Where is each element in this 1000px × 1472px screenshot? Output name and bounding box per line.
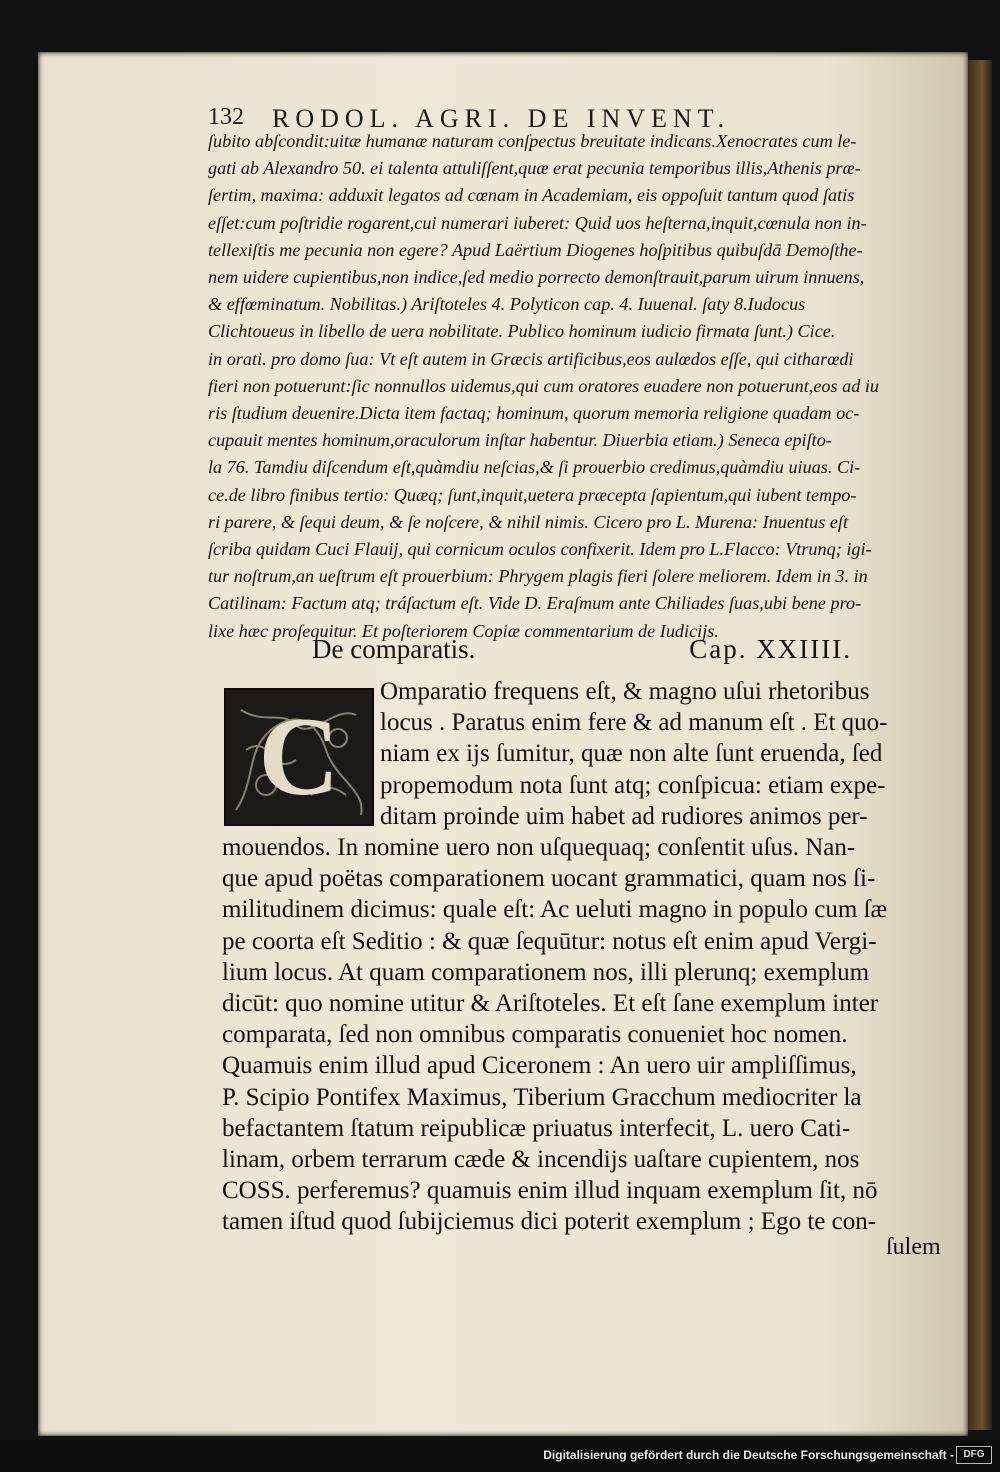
main-line: Omparatio frequens eſt, & magno uſui rhetoribus xyxy=(380,678,870,705)
main-line: dicūt: quo nomine utitur & Ariſtoteles. Et eſt ſane exemplum inter xyxy=(222,990,879,1018)
footer-credit: Digitalisierung gefördert durch die Deutsche Forschungsgemeinschaft - xyxy=(543,1448,954,1462)
notes-line: & effœminatum. Nobilitas.) Ariſtoteles 4. Polyticon cap. 4. Iuuenal. ſaty 8.Iudocus xyxy=(208,294,806,315)
main-line: propemodum nota ſunt atq; conſpicua: etiam expe- xyxy=(380,771,886,799)
main-line: befactantem ſtatum reipublicæ priuatus interfecit, L. uero Cati- xyxy=(222,1114,851,1142)
book-fore-edge xyxy=(968,60,992,1430)
main-line: niam ex ijs ſumitur, quæ non alte ſunt eruenda, ſed xyxy=(380,740,883,768)
main-line: que apud poëtas comparationem uocant grammatici, quam nos ſi- xyxy=(222,865,876,893)
main-line: locus . Paratus enim fere & ad manum eſt . Et quo- xyxy=(380,709,888,737)
notes-line: fieri non potuerunt:ſic nonnullos uidemus,qui cum oratores euadere non potuerunt,eos ad iu xyxy=(208,375,880,396)
notes-line: la 76. Tamdiu diſcendum eſt,quàmdiu neſcias,& ſi prouerbio credimus,quàmdiu uiuas. Ci- xyxy=(208,457,861,478)
commentary-notes xyxy=(208,128,960,645)
main-line: tamen iſtud quod ſubijciemus dici poterit exemplum ; Ego te con- xyxy=(222,1208,877,1236)
notes-line: ri parere, & ſequi deum, & ſe noſcere, & nihil nimis. Cicero pro L. Murena: Inuentus eſt xyxy=(208,511,849,532)
chapter-number: Cap. XXIIII. xyxy=(689,634,852,664)
catchword: ſulem xyxy=(886,1234,941,1260)
chapter-heading xyxy=(312,634,852,674)
page-number: 132 xyxy=(208,104,244,130)
notes-line: ris ſtudium deuenire.Dicta item factaq; hominum, quorum memoria religione quadam oc- xyxy=(208,403,860,424)
chapter-title: De comparatis. xyxy=(312,634,476,664)
main-line: mouendos. In nomine uero non uſquequaq; conſentit uſus. Nan- xyxy=(222,834,856,862)
notes-line: lixe hæc proſequitur. Et poſteriorem Copiæ commentarium de Iudicijs. xyxy=(208,620,719,641)
notes-line: tellexiſtis me pecunia non egere? Apud Laërtium Diogenes hoſpitibus quibuſdā Demoſthe- xyxy=(208,239,863,260)
main-text xyxy=(222,676,962,1238)
main-line: linam, orbem terrarum cæde & incendijs uaſtare cupientem, nos xyxy=(222,1146,860,1174)
notes-line: ſertim, maxima: adduxit legatos ad cœnam in Academiam, eis oppoſuit tantum quod ſatis xyxy=(208,185,855,206)
notes-line: ſcriba quidam Cuci Flauij, qui cornicum oculos confixerit. Idem pro L.Flacco: Vtrunq; igi- xyxy=(208,539,872,560)
notes-line: Clichtoueus in libello de uera nobilitate. Publico hominum iudicio firmata ſunt.) Cice. xyxy=(208,321,836,342)
notes-line: nem uidere cupientibus,non indice,ſed medio porrecto demonſtrauit,parum uirum innuens, xyxy=(208,267,865,288)
notes-line: ce.de libro finibus tertio: Quæq; ſunt,inquit,uetera præcepta ſapientum,qui iubent tempo- xyxy=(208,484,857,505)
notes-line: cupauit mentes hominum,oraculorum inſtar habentur. Diuerbia etiam.) Seneca epiſto- xyxy=(208,430,832,451)
main-line: pe coorta eſt Seditio : & quæ ſequūtur: notus eſt enim apud Vergi- xyxy=(222,927,877,955)
main-line: comparata, ſed non omnibus comparatis conueniet hoc nomen. xyxy=(222,1021,848,1049)
notes-line: Catilinam: Factum atq; tráſactum eſt. Vide D. Eraſmum ante Chiliades ſuas,ubi bene pro- xyxy=(208,593,862,614)
main-line: militudinem dicimus: quale eſt: Ac ueluti magno in populo cum ſæ xyxy=(222,896,888,924)
notes-line: tur noſtrum,an ueſtrum eſt prouerbium: Phrygem plagis fieri ſolere meliorem. Idem in 3. in xyxy=(208,566,868,587)
dfg-logo: DFG xyxy=(956,1446,992,1464)
initial-letter: C xyxy=(258,695,340,819)
main-line: P. Scipio Pontifex Maximus, Tiberium Gracchum mediocriter la xyxy=(222,1083,862,1111)
notes-line: gati ab Alexandro 50. ei talenta attuliſſent,quæ erat pecunia temporibus illis,Athenis præ- xyxy=(208,158,861,179)
main-line: COSS. perferemus? quamuis enim illud inquam exemplum ſit, nō xyxy=(222,1177,878,1205)
main-line: Quamuis enim illud apud Ciceronem : An uero uir ampliſſimus, xyxy=(222,1052,857,1080)
notes-line: eſſet:cum poſtridie rogarent,cui numerari iuberet: Quid uos heſterna,inquit,cœnula non in- xyxy=(208,212,867,233)
main-line: lium locus. At quam comparationem nos, illi plerunq; exemplum xyxy=(222,958,870,986)
running-title: RODOL. AGRI. DE INVENT. xyxy=(272,104,731,133)
notes-line: ſubito abſcondit:uitæ humanæ naturam conſpectus breuitate indicans.Xenocrates cum le- xyxy=(208,131,857,151)
notes-line: in orati. pro domo ſua: Vt eſt autem in Græcis artificibus,eos aulœdos eſſe, qui citharœdi xyxy=(208,348,854,369)
main-line: ditam proinde uim habet ad rudiores animos per- xyxy=(380,802,868,830)
